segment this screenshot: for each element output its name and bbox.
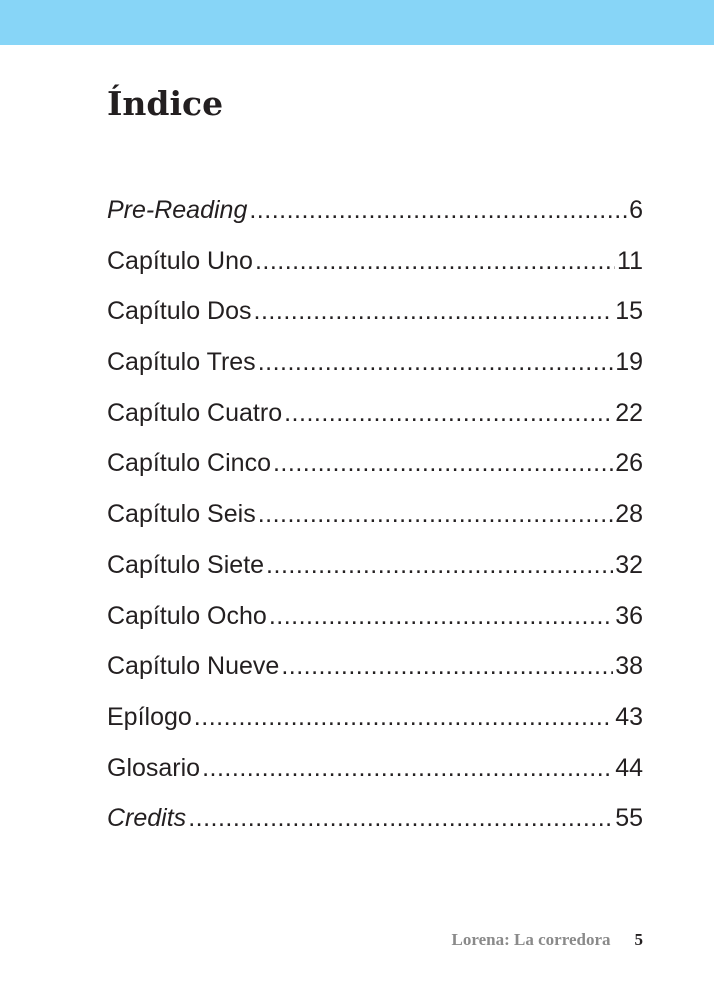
toc-entry-page: 43 [615, 702, 643, 731]
footer-page-number: 5 [634, 930, 643, 949]
toc-entry-label: Credits [107, 804, 187, 833]
toc-dot-leader [258, 492, 613, 536]
toc-entry-capitulo-siete[interactable] [107, 543, 643, 594]
toc-entry-label: Glosario [107, 753, 201, 782]
table-of-contents [107, 188, 643, 847]
toc-entry-page: 36 [615, 601, 643, 630]
toc-dot-leader [284, 391, 613, 435]
page-title: Índice [107, 84, 224, 123]
toc-entry-page: 28 [615, 500, 643, 529]
toc-dot-leader [188, 796, 613, 840]
toc-entry-label: Capítulo Nueve [107, 652, 280, 681]
toc-entry-glosario[interactable] [107, 746, 643, 797]
toc-entry-capitulo-nueve[interactable] [107, 644, 643, 695]
toc-dot-leader [254, 289, 614, 333]
toc-entry-page: 44 [615, 753, 643, 782]
toc-dot-leader [249, 188, 627, 232]
toc-dot-leader [194, 695, 613, 739]
toc-dot-leader [281, 644, 613, 688]
toc-entry-capitulo-ocho[interactable] [107, 594, 643, 645]
toc-entry-page: 22 [615, 398, 643, 427]
toc-dot-leader [269, 594, 613, 638]
toc-entry-page: 6 [629, 196, 643, 224]
toc-entry-page: 55 [615, 804, 643, 833]
page-footer [452, 928, 643, 952]
toc-entry-label: Capítulo Tres [107, 348, 256, 377]
toc-entry-pre-reading[interactable] [107, 188, 643, 239]
toc-entry-label: Capítulo Ocho [107, 601, 267, 630]
toc-entry-capitulo-seis[interactable] [107, 492, 643, 543]
toc-dot-leader [255, 239, 615, 283]
top-color-band [0, 0, 714, 45]
toc-entry-label: Capítulo Cinco [107, 449, 271, 478]
toc-dot-leader [273, 441, 613, 485]
toc-entry-page: 32 [615, 550, 643, 579]
toc-entry-label: Capítulo Uno [107, 246, 253, 275]
toc-entry-page: 38 [615, 652, 643, 681]
toc-entry-label: Capítulo Seis [107, 500, 256, 529]
toc-entry-credits[interactable] [107, 796, 643, 847]
toc-entry-page: 11 [617, 246, 643, 275]
toc-dot-leader [202, 746, 613, 790]
toc-entry-capitulo-cinco[interactable] [107, 441, 643, 492]
footer-book-title: Lorena: La corredora [451, 930, 611, 949]
toc-entry-label: Capítulo Siete [107, 550, 265, 579]
toc-entry-capitulo-cuatro[interactable] [107, 391, 643, 442]
toc-entry-page: 19 [615, 348, 643, 377]
toc-entry-label: Capítulo Cuatro [107, 398, 283, 427]
toc-entry-capitulo-tres[interactable] [107, 340, 643, 391]
toc-entry-page: 15 [615, 297, 643, 326]
toc-entry-capitulo-dos[interactable] [107, 289, 643, 340]
toc-dot-leader [266, 543, 613, 587]
toc-entry-label: Epílogo [107, 702, 192, 731]
toc-entry-epilogo[interactable] [107, 695, 643, 746]
toc-entry-page: 26 [615, 449, 643, 478]
toc-entry-capitulo-uno[interactable] [107, 239, 643, 290]
toc-entry-label: Capítulo Dos [107, 297, 252, 326]
toc-entry-label: Pre-Reading [107, 196, 248, 224]
toc-dot-leader [258, 340, 614, 384]
